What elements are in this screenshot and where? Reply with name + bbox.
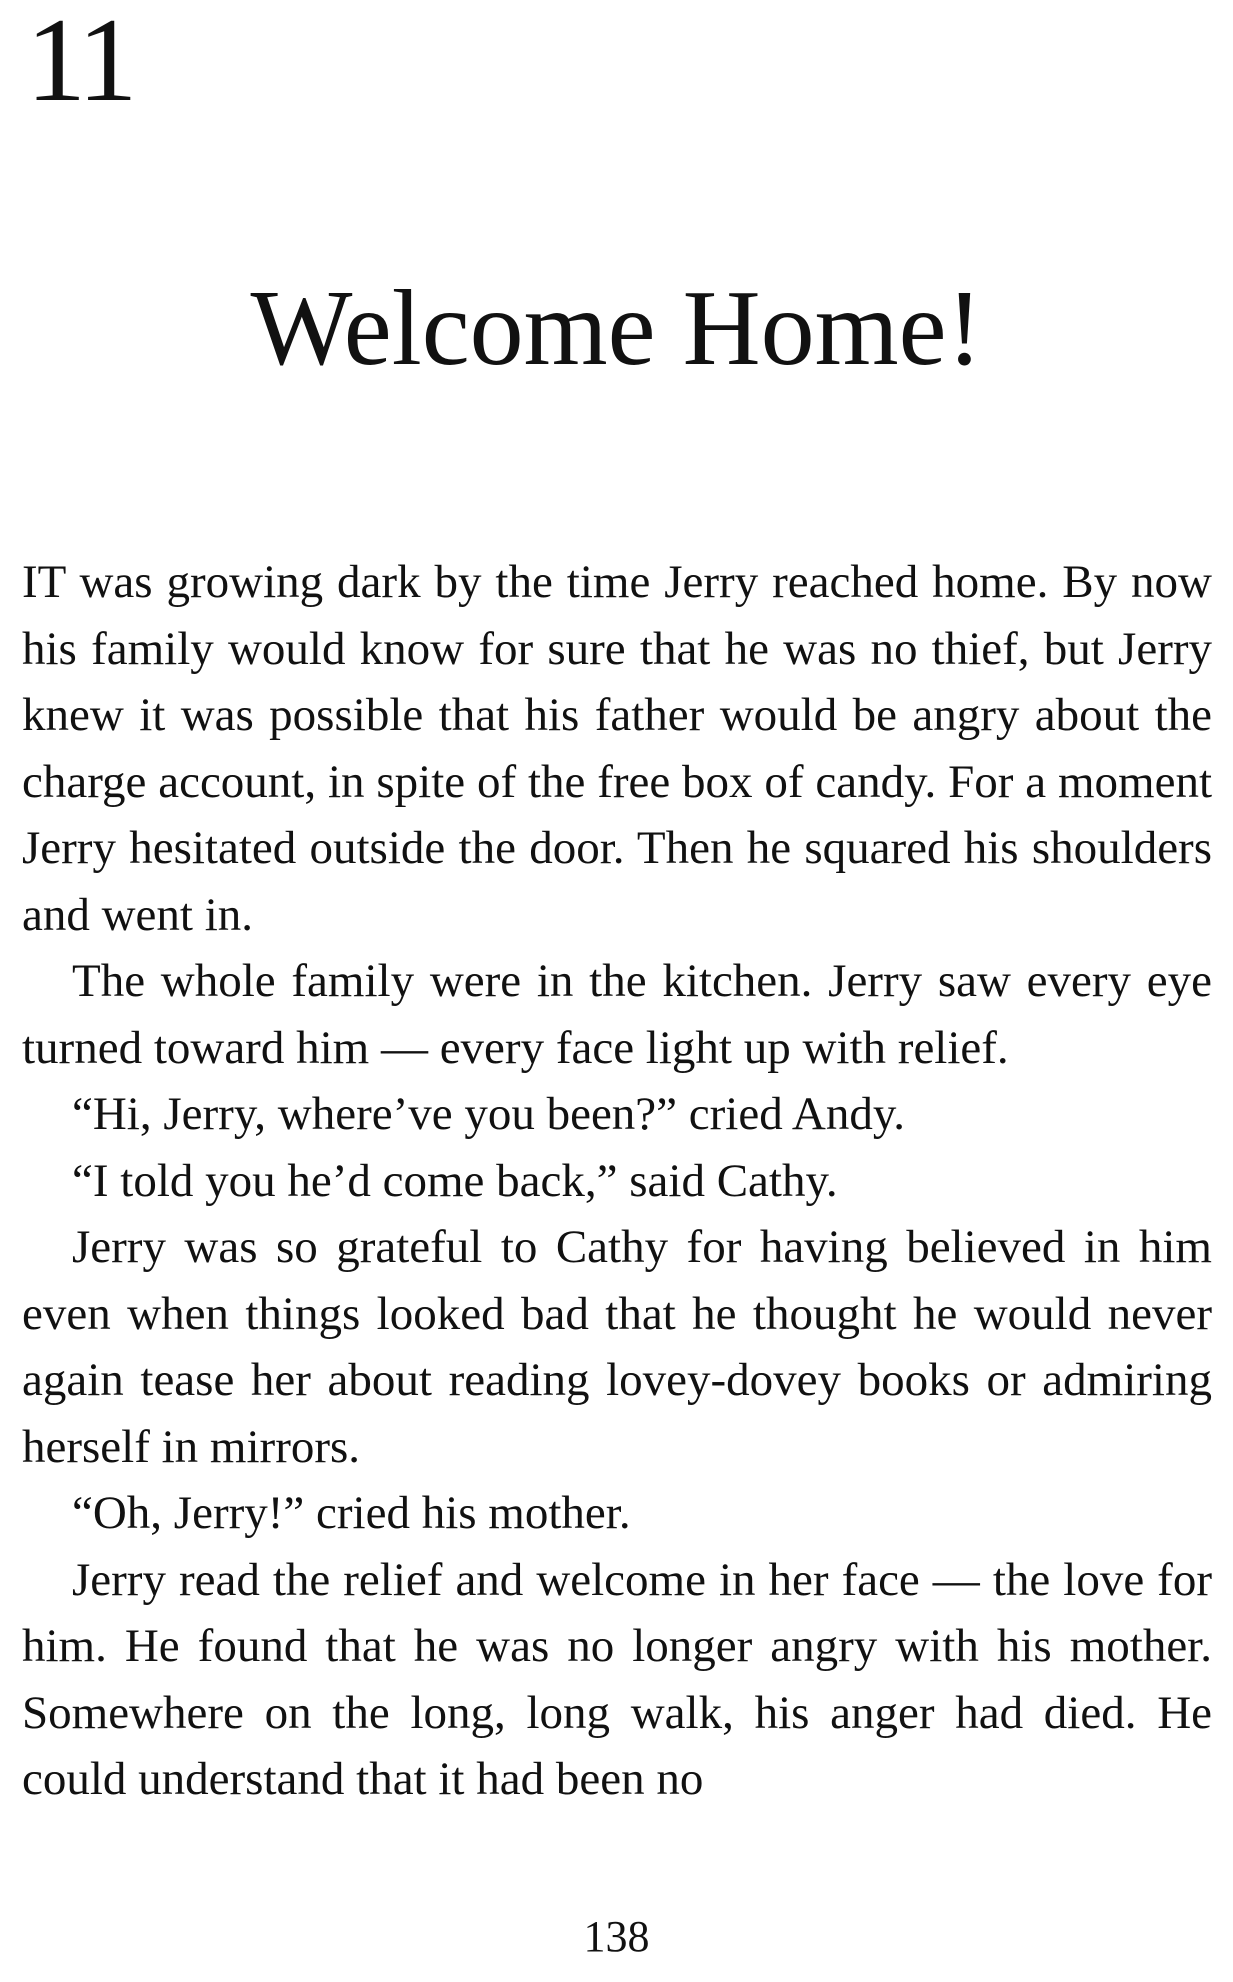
- chapter-title: Welcome Home!: [250, 269, 983, 388]
- dialogue-line: “Oh, Jerry!” cried his mother.: [72, 1487, 631, 1539]
- paragraph: The whole family were in the kitchen. Jerry saw every eye turned toward him — every face light up with relief.: [22, 955, 1212, 1074]
- paragraph: Jerry was so grateful to Cathy for having believed in him even when things looked bad that he thought he would never again tease her about reading lovey-dovey books or admiring herself in mirrors.: [22, 1221, 1212, 1473]
- chapter-number: 11: [26, 0, 134, 126]
- dialogue-line: “I told you he’d come back,” said Cathy.: [72, 1154, 838, 1207]
- page-number: 138: [583, 1912, 650, 1961]
- dialogue-line: “Hi, Jerry, where’ve you been?” cried Andy.: [72, 1088, 906, 1140]
- chapter-body: [22, 549, 1212, 1813]
- paragraph: Jerry read the relief and welcome in her face — the love for him. He found that he was no longer angry with his mother. Somewhere on the long, long walk, his anger had died. He could understand that it had been no: [22, 1553, 1212, 1805]
- paragraph: IT was growing dark by the time Jerry reached home. By now his family would know for sure that he was no thief, but Jerry knew it was possible that his father would be angry about the charge account, in spite of the free box of candy. For a moment Jerry hesitated outside the door. Then he squared his shoulders and went in.: [22, 556, 1212, 941]
